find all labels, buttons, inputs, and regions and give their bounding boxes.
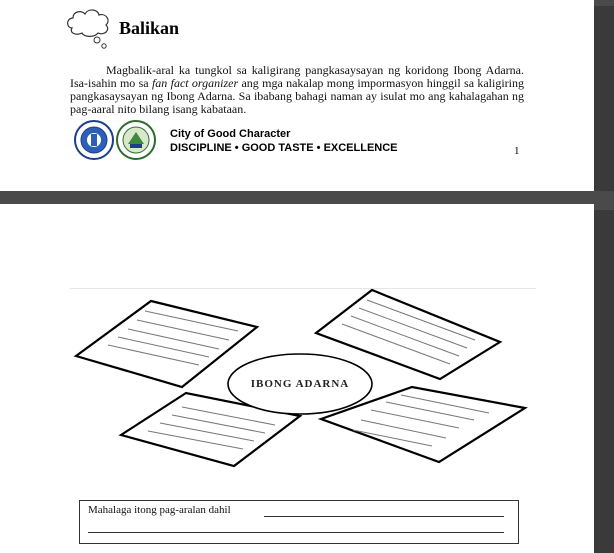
page-number: 1 bbox=[514, 145, 520, 157]
answer-prompt: Mahalaga itong pag-aralan dahil bbox=[88, 504, 231, 516]
answer-line-1[interactable] bbox=[264, 516, 504, 517]
document-page-1 bbox=[0, 0, 594, 191]
fan-fact-organizer-term: fan fact organizer bbox=[151, 76, 239, 90]
city-seal-icon bbox=[74, 120, 114, 160]
footer-motto: DISCIPLINE • GOOD TASTE • EXCELLENCE bbox=[170, 142, 398, 154]
division-seal-icon bbox=[116, 120, 156, 160]
fan-fact-organizer bbox=[0, 204, 594, 504]
page-shadow bbox=[594, 210, 614, 553]
answer-line-2[interactable] bbox=[88, 532, 504, 533]
thought-cloud-icon bbox=[64, 6, 114, 50]
footer-city: City of Good Character bbox=[170, 128, 291, 140]
page-shadow bbox=[594, 6, 614, 191]
center-topic-label: IBONG ADARNA bbox=[250, 378, 350, 390]
section-title: Balikan bbox=[119, 18, 180, 38]
document-page-2 bbox=[0, 204, 594, 553]
answer-box bbox=[79, 500, 519, 544]
instruction-paragraph: Magbalik-aral ka tungkol sa kaligirang pangkasaysayan ng koridong Ibong Adarna. Isa-isahin mo sa fan fact organizer ang mga nakalap mong impormasyon hinggil sa kaligiring pangkasaysayan ng Ibong Adarna. Sa ibabang bahagi naman ay isulat mo ang kahalagahan ng pag-aaral nito bilang isang kabataan. bbox=[70, 63, 524, 116]
fact-card-top-left[interactable] bbox=[76, 301, 257, 387]
